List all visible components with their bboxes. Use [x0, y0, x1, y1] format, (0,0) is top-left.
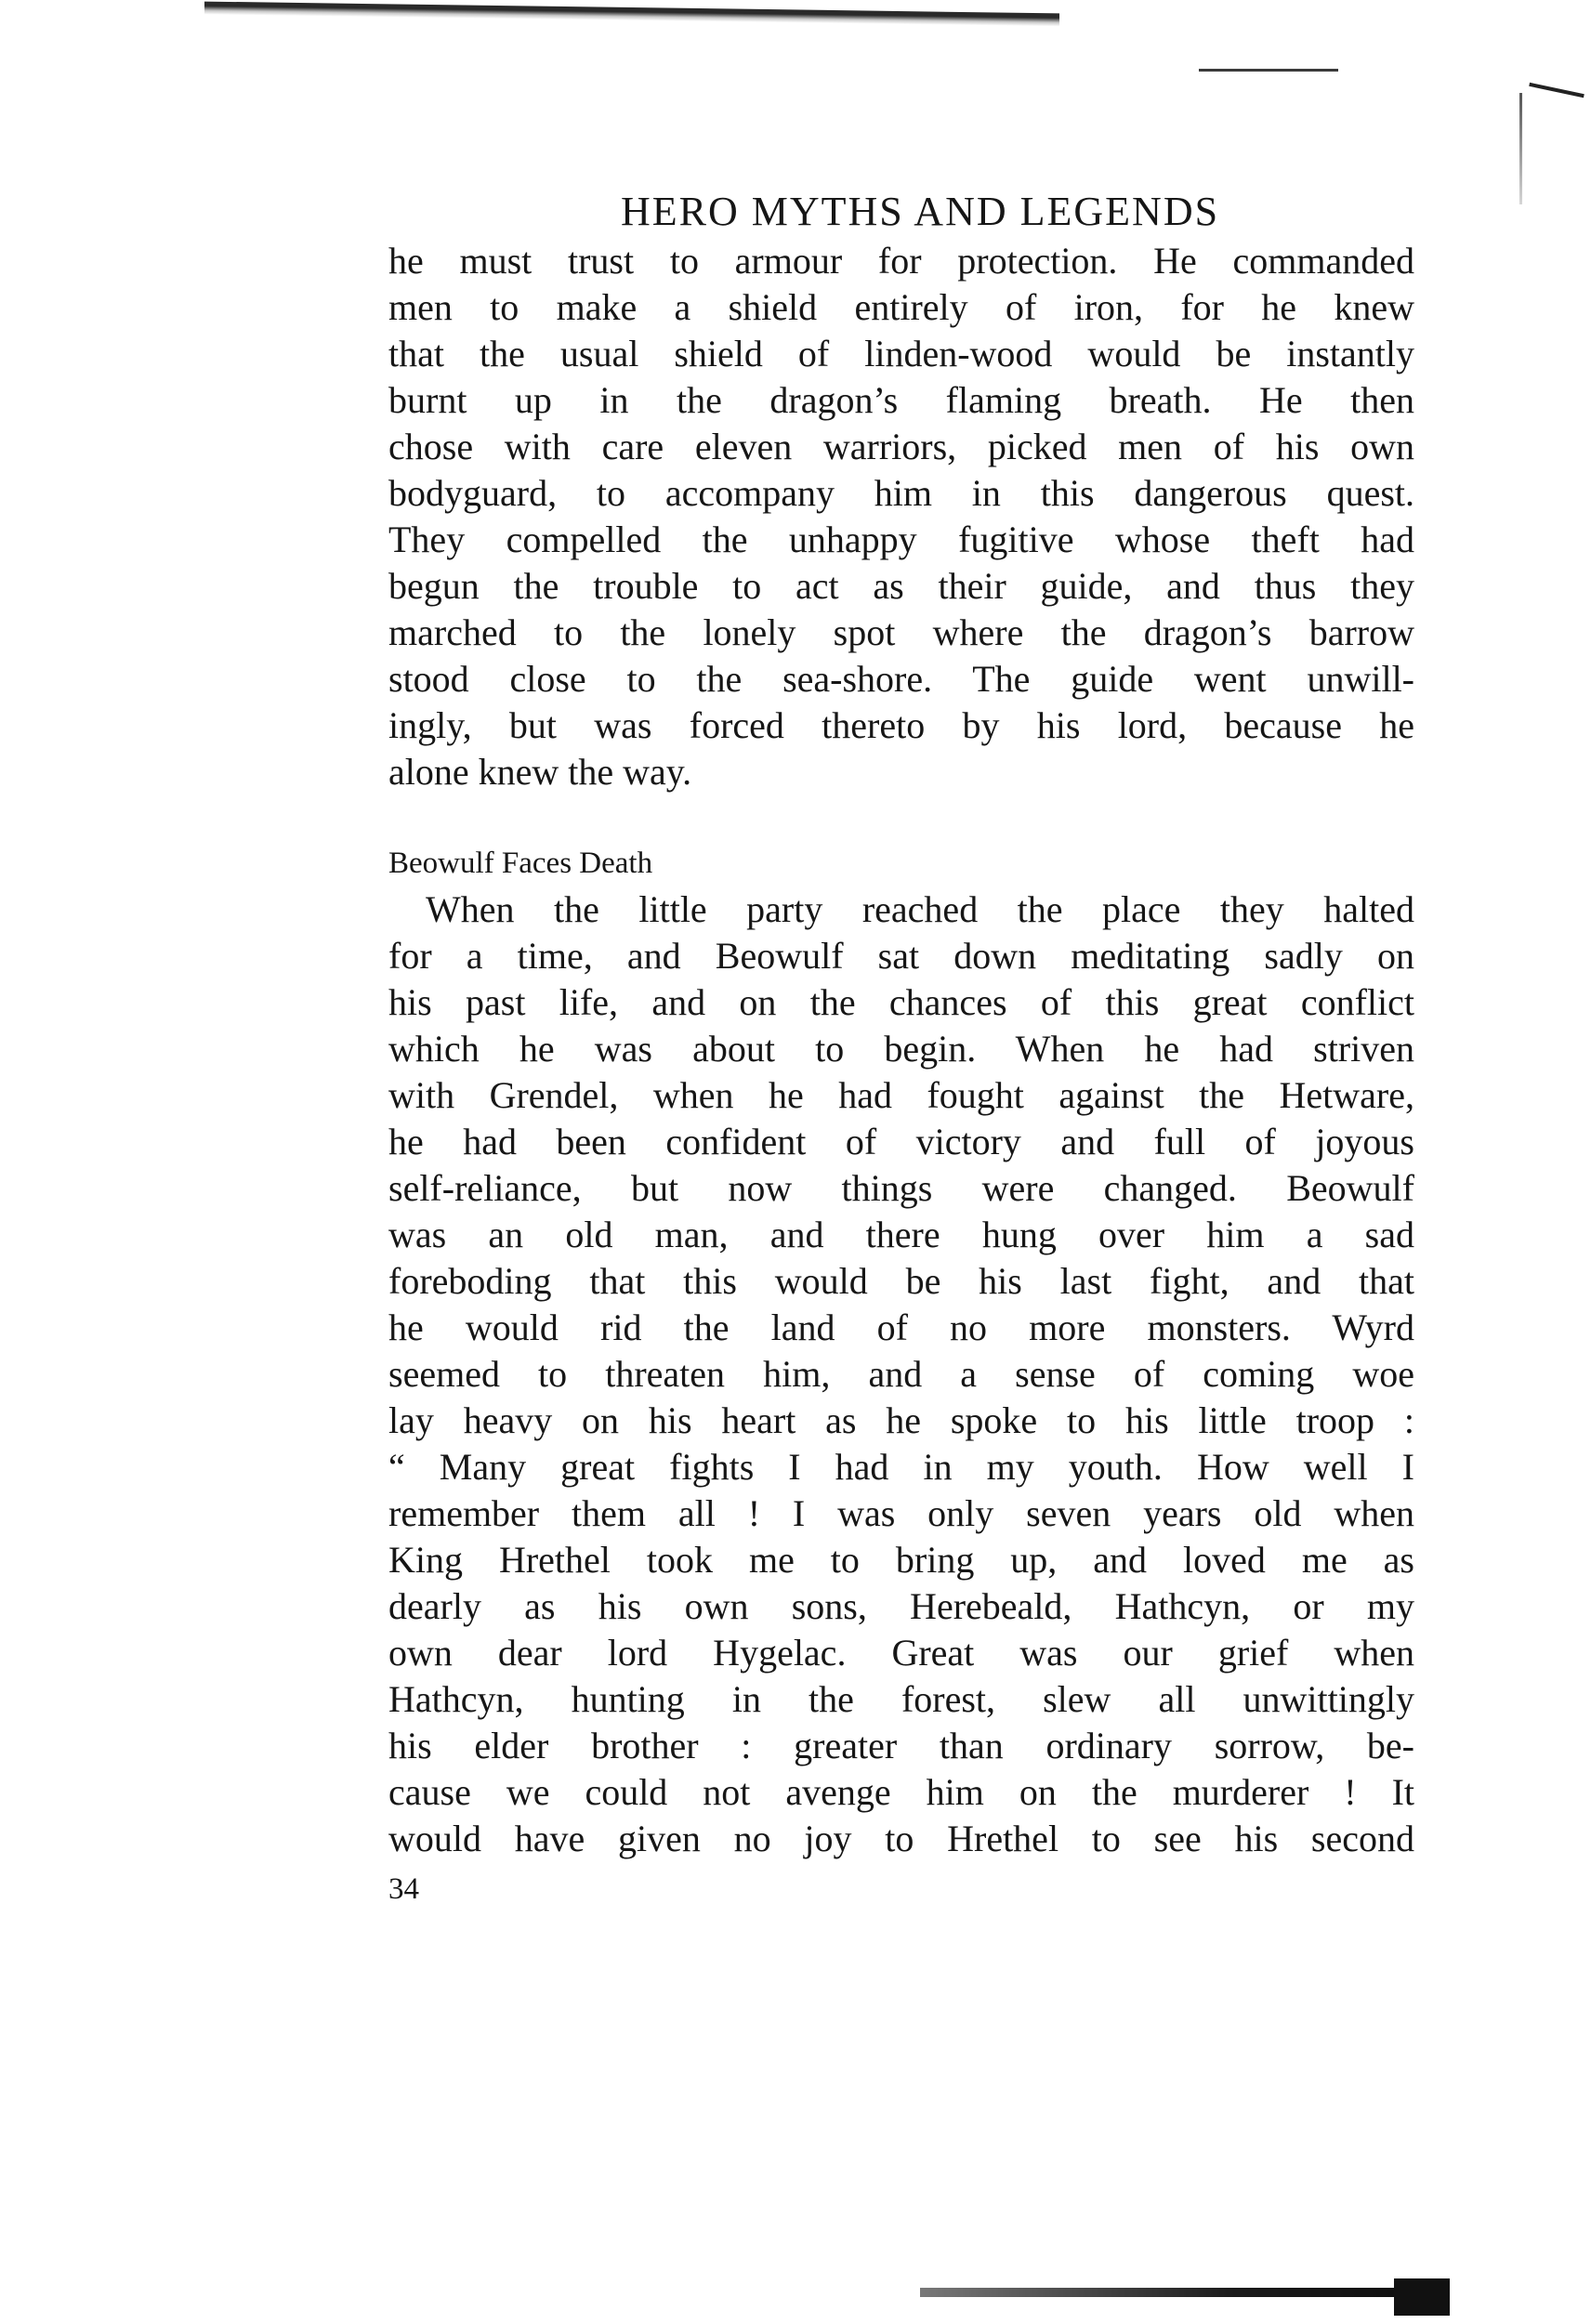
scan-shadow-corner [1529, 83, 1584, 98]
text-line: his past life, and on the chances of this great conflict [388, 981, 1414, 1023]
text-line: would have given no joy to Hrethel to see his second [388, 1818, 1414, 1859]
page-number: 34 [388, 1872, 419, 1906]
text-line: chose with care eleven warriors, picked men of his own [388, 426, 1414, 467]
text-line: burnt up in the dragon’s flaming breath. He then [388, 379, 1414, 421]
scan-shadow-bottom-corner [1394, 2278, 1450, 2316]
text-line: “ Many great fights I had in my youth. How well I [388, 1446, 1414, 1488]
text-line: he had been confident of victory and full of joyous [388, 1121, 1414, 1162]
text-line: lay heavy on his heart as he spoke to his little troop : [388, 1399, 1414, 1441]
paragraph-beowulf-faces-death [388, 886, 1414, 1862]
text-line: cause we could not avenge him on the murderer ! It [388, 1771, 1414, 1813]
scan-shadow-top-right [1199, 69, 1338, 72]
scan-shadow-top [204, 2, 1059, 27]
text-line: marched to the lonely spot where the dragon’s barrow [388, 611, 1414, 653]
text-line: When the little party reached the place they halted [426, 888, 1414, 930]
scan-shadow-bottom [920, 2288, 1445, 2297]
text-line: alone knew the way. [388, 751, 692, 793]
text-line: ingly, but was forced thereto by his lord, because he [388, 704, 1414, 746]
paragraph-armour [388, 238, 1414, 795]
text-line: Hathcyn, hunting in the forest, slew all unwittingly [388, 1678, 1414, 1720]
text-line: he must trust to armour for protection. He commanded [388, 240, 1414, 282]
text-line: which he was about to begin. When he had striven [388, 1028, 1414, 1070]
book-page [388, 186, 1414, 1912]
text-line: They compelled the unhappy fugitive whose theft had [388, 519, 1414, 560]
text-line: bodyguard, to accompany him in this dangerous quest. [388, 472, 1414, 514]
text-line: foreboding that this would be his last fight, and that [388, 1260, 1414, 1302]
section-heading: Beowulf Faces Death [388, 847, 653, 880]
text-line: dearly as his own sons, Herebeald, Hathcyn, or my [388, 1585, 1414, 1627]
text-line: with Grendel, when he had fought against the Hetware, [388, 1074, 1414, 1116]
text-line: own dear lord Hygelac. Great was our grief when [388, 1632, 1414, 1674]
text-line: was an old man, and there hung over him a sad [388, 1214, 1414, 1255]
text-line: men to make a shield entirely of iron, for he knew [388, 286, 1414, 328]
text-line: begun the trouble to act as their guide, and thus they [388, 565, 1414, 607]
text-line: he would rid the land of no more monsters. Wyrd [388, 1306, 1414, 1348]
text-line: stood close to the sea-shore. The guide went unwill- [388, 658, 1414, 700]
text-line: for a time, and Beowulf sat down meditating sadly on [388, 935, 1414, 977]
text-line: that the usual shield of linden-wood would be instantly [388, 333, 1414, 374]
text-line: self-reliance, but now things were changed. Beowulf [388, 1167, 1414, 1209]
text-line: his elder brother : greater than ordinary sorrow, be- [388, 1725, 1414, 1766]
text-line: King Hrethel took me to bring up, and loved me as [388, 1539, 1414, 1581]
scan-shadow-right-edge [1519, 93, 1522, 204]
text-line: seemed to threaten him, and a sense of coming woe [388, 1353, 1414, 1395]
text-line: remember them all ! I was only seven years old when [388, 1492, 1414, 1534]
running-head: HERO MYTHS AND LEGENDS [620, 189, 1220, 234]
